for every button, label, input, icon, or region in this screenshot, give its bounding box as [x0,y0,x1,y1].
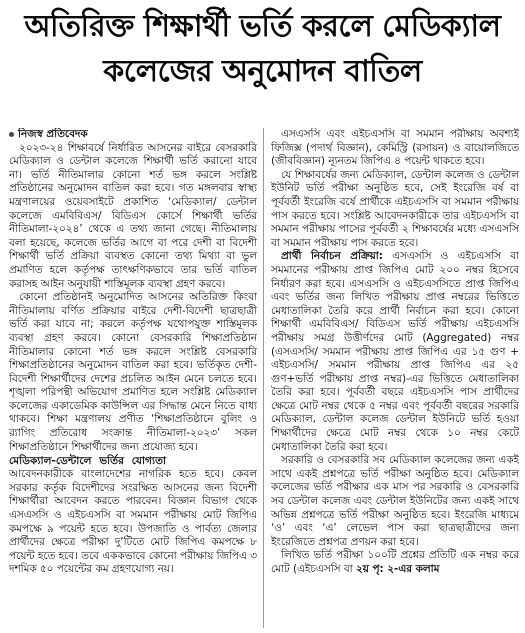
right-paragraph-5 [271,549,519,576]
selection-text: এসএসসি ও এইচএসসি বা সমমানের পরীক্ষায় প্রাপ্ত জিপিএ মোট ২০০ নম্বর হিসেবে নির্ধারণ করা হবে। এসএসসি ও এইচএসসিতে প্রাপ্ত জিপিএ এবং ভর্তির জন্য লিখিত পরীক্ষায় প্রাপ্ত নম্বরের ভিত্তিতে মেধাতালিকা তৈরি করে প্রার্থী নির্বাচন করা হবে। কোনো শিক্ষার্থী এমবিবিএস/ বিডিএস ভর্তি পরীক্ষায় এইচএসসি পরীক্ষায় সমগ্র উত্তীর্ণদের মোট (Aggregated) নম্বর (এসএসসি/ সমমান পরীক্ষায় প্রাপ্ত জিপিএ এর ১৫ গুণ + এইচএসসি/ সমমান পরীক্ষায় প্রাপ্ত জিপিএ এর ২৫ গুণ+ভর্তি পরীক্ষায় প্রাপ্ত নম্বর)-এর ভিত্তিতে মেধাতালিকা তৈরি করা হবে। পূর্ববর্তী বছরে এইচএসসি পাস প্রার্থীদের ক্ষেত্রে মোট নম্বর থেকে ৫ নম্বর এবং পূর্ববর্তী বছরের সরকারি মেডিক্যাল, ডেন্টাল কলেজ ডেন্টাল ইউনিটে ভর্তি হওয়া শিক্ষার্থীদের ক্ষেত্রে মোট নম্বর থেকে ১০ নম্বর কেটে মেধাতালিকা তৈরি করা হবে। [271,250,519,453]
column-divider [263,128,264,628]
subhead-selection: প্রার্থী নির্বাচন প্রক্রিয়া: [281,250,383,263]
left-paragraph-3: আবেদনকারীকে বাংলাদেশের নাগরিক হতে হবে। কেবল সরকার কর্তৃক বিদেশীদের সংরক্ষিত আসনের জন্য বিদেশী শিক্ষার্থীরা আবেদন করতে পারবেন। বিজ্ঞান বিভাগ থেকে এসএসসি ও এইচএসসি বা সমমান পরীক্ষায় মোট জিপিএ কমপক্ষে ৯ পয়েন্ট হতে হবে। উপজাতি ও পার্বত্য জেলার প্রার্থীদের ক্ষেত্রে পরীক্ষা দু’টিতে মোট জিপিএ কমপক্ষে ৮ পয়েন্ট হতে হবে। তবে এককভাবে কোনো পরীক্ষায় জিপিএ ৩ দশমিক ৫০ পয়েন্টের কম গ্রহণযোগ্য নয়। [9,468,257,576]
final-text: লিখিত ভর্তি পরীক্ষা ১০০টি প্রশ্নের প্রতিটি এক নম্বর করে মোট (এইচএসসি বা [271,549,519,575]
subhead-eligibility: মেডিক্যাল-ডেন্টালে ভর্তির যোগ্যতা [9,455,167,468]
left-column [9,128,257,633]
right-paragraph-1: এসএসসি এবং এইচএসসি বা সমমান পরীক্ষায় অবশ্যই ফিজিক্স (পদার্থ বিজ্ঞান), কেমিস্ট্রি (রসায়ন) ও বায়োলজিতে (জীববিজ্ঞান) ন্যূনতম জিপিএ ৪ পয়েন্ট থাকতে হবে। [271,128,519,168]
right-paragraph-4: সরকারি ও বেসরকারি সব মেডিক্যাল কলেজের জন্য একই সাথে একই প্রশ্নপত্রে ভর্তি পরীক্ষা অনুষ্ঠিত হবে। মেডিক্যাল কলেজের ভর্তি পরীক্ষার এক মাস পর সরকারি ও বেসরকারি সব ডেন্টাল কলেজ এবং ডেন্টাল ইউনিটের জন্য একই সাথে অভিন্ন প্রশ্নপত্রে ভর্তি পরীক্ষা অনুষ্ঠিত হবে। ইংরেজি মাধ্যমে ‘ও’ এবং ‘এ’ লেভেল পাস করা ছাত্রছাত্রীদের জন্য ইংরেজিতে প্রশ্নপত্র প্রণয়ন করা হবে। [271,454,519,548]
byline-text: নিজস্ব প্রতিবেদক [18,128,88,140]
byline [9,128,257,142]
headline-line-2: কলেজের অনুমোদন বাতিল [103,54,422,89]
continuation-note: ২য় পৃ: ২-এর কলাম [355,563,440,575]
left-paragraph-1: ২০২৩-২৪ শিক্ষাবর্ষে নির্ধারিত আসনের বাইরে বেসরকারি মেডিক্যাল ও ডেন্টাল কলেজে শিক্ষার্থী ভর্তি করানো যাবে না। ভর্তি নীতিমালার কোনো শর্ত ভঙ্গ করলে সংশ্লিষ্ট প্রতিষ্ঠানের অনুমোদন বাতিল করা হবে। গত মঙ্গলবার স্বাস্থ্য মন্ত্রণালয়ের ওয়েবসাইটে প্রকাশিত ‘মেডিক্যাল/ ডেন্টাল কলেজে এমবিবিএস/ বিডিএস কোর্সে শিক্ষার্থী ভর্তির নীতিমালা-২০২৪’ থেকে এ তথ্য জানা গেছে। নীতিমালায় বলা হয়েছে, কলেজে ভর্তির আগে বা পরে দেশী বা বিদেশী শিক্ষার্থী ভর্তি প্রক্রিয়া ব্যবস্থত কোনো তথ্য মিথ্যা বা ভুল প্রমাণিত হলে কর্তৃপক্ষ তাৎক্ষণিকভাবে তার ভর্তি বাতিল করাসহ আইন অনুযায়ী শাস্তিমূলক ব্যবস্থা গ্রহণ করবে। [9,141,257,290]
left-paragraph-2: কোনো প্রতিষ্ঠানই অনুমোদিত আসনের অতিরিক্ত কিংবা নীতিমালায় বর্ণিত প্রক্রিয়ার বাইরে দেশী-বিদেশী ছাত্রছাত্রী ভর্তি করা যাবে না; করলে কর্তৃপক্ষ যথোপযুক্ত শাস্তিমূলক ব্যবস্থা গ্রহণ করবে। কোনো বেসরকারি শিক্ষাপ্রতিষ্ঠান নীতিমালার কোনো শর্ত ভঙ্গ করলে সংশ্লিষ্ট বেসরকারি শিক্ষাপ্রতিষ্ঠানের অনুমোদন বাতিল করা হবে। ভর্তিকৃত দেশী-বিদেশী শিক্ষার্থীদের দেশের প্রচলিত আইন মেনে চলতে হবে। শৃঙ্খলা পরিপন্থী অভিযোগ প্রমাণিত হলে সংশ্লিষ্ট মেডিক্যাল কলেজের একাডেমিক কাউন্সিল এর সিদ্ধান্ত মেনে নিতে বাধ্য থাকবে। শিক্ষা মন্ত্রণালয় প্রণীত ‘শিক্ষাপ্রতিষ্ঠানে বুলিং ও র‌্যাগিং প্রতিরোধ সংক্রান্ত নীতিমালা-২০২৩’ সকল শিক্ষাপ্রতিষ্ঠানে শিক্ষার্থীদের জন্য প্রযোজ্য হবে। [9,291,257,453]
right-paragraph-3 [271,250,519,454]
headline-line-1: অতিরিক্ত শিক্ষার্থী ভর্তি করলে মেডিক্যাল [24,9,501,44]
right-paragraph-2: যে শিক্ষাবর্ষের জন্য মেডিক্যাল, ডেন্টাল কলেজ ও ডেন্টাল ইউনিট ভর্তি পরীক্ষা অনুষ্ঠিত হবে, সেই ইংরেজি বর্ষ বা পূর্ববর্তী ইংরেজি বর্ষে প্রার্থীকে এইচএসসি বা সমমান পরীক্ষায় পাস করতে হবে। সংশ্লিষ্ট আবেদনকারীকে তার এইচএসসি বা সমমান পরীক্ষায় পাসের পূর্ববর্তী ২ শিক্ষাবর্ষের মধ্যে এসএসসি বা সমমান পরীক্ষায় পাস করতে হবে। [271,168,519,249]
right-column [271,128,519,633]
bullet-icon [9,132,14,137]
headline [10,4,515,94]
